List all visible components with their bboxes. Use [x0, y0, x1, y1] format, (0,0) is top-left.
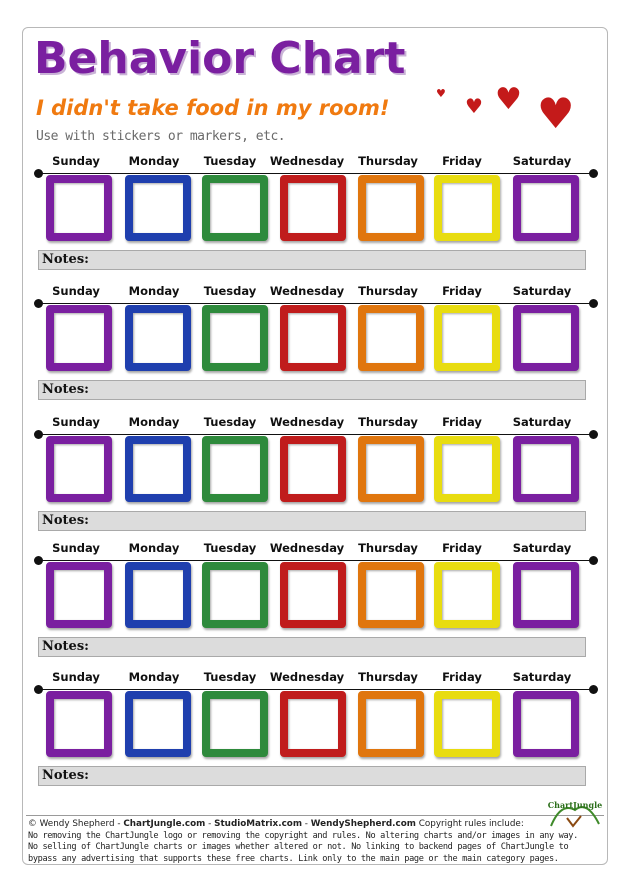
sticker-box[interactable]	[46, 691, 112, 757]
sticker-box[interactable]	[358, 562, 424, 628]
instructions-text: Use with stickers or markers, etc.	[36, 129, 286, 144]
day-label: Sunday	[52, 154, 100, 168]
heart-icon: ♥	[465, 94, 483, 118]
day-label: Thursday	[358, 670, 418, 684]
sticker-box[interactable]	[513, 691, 579, 757]
sticker-box[interactable]	[434, 305, 500, 371]
credit-chartjungle-link[interactable]: ChartJungle.com	[123, 819, 206, 829]
sticker-box[interactable]	[434, 691, 500, 757]
string-end-dot	[589, 430, 598, 439]
string-end-dot	[34, 430, 43, 439]
day-label: Monday	[128, 670, 180, 684]
day-label: Saturday	[512, 541, 572, 555]
week-row	[34, 542, 600, 652]
sticker-box[interactable]	[280, 562, 346, 628]
notes-field[interactable]	[38, 250, 586, 270]
sticker-box[interactable]	[125, 562, 191, 628]
notes-field[interactable]	[38, 380, 586, 400]
sticker-box[interactable]	[513, 305, 579, 371]
sticker-box[interactable]	[280, 436, 346, 502]
heart-icon: ♥	[436, 87, 446, 100]
week-row	[34, 671, 600, 781]
sticker-box[interactable]	[46, 305, 112, 371]
day-label: Sunday	[52, 670, 100, 684]
sticker-box[interactable]	[358, 175, 424, 241]
string-end-dot	[589, 169, 598, 178]
sticker-box[interactable]	[513, 436, 579, 502]
string-line	[38, 303, 596, 304]
sticker-box[interactable]	[513, 175, 579, 241]
sticker-box[interactable]	[202, 175, 268, 241]
day-label: Friday	[442, 541, 482, 555]
string-end-dot	[34, 169, 43, 178]
day-label: Tuesday	[203, 541, 257, 555]
day-label: Saturday	[512, 154, 572, 168]
week-row	[34, 155, 600, 265]
day-label: Tuesday	[203, 284, 257, 298]
notes-label: Notes:	[42, 252, 89, 267]
string-line	[38, 689, 596, 690]
copyright-credit	[28, 819, 524, 829]
credit-rules-intro: Copyright rules include:	[415, 819, 524, 829]
sticker-box[interactable]	[434, 562, 500, 628]
string-line	[38, 434, 596, 435]
day-label: Thursday	[358, 415, 418, 429]
day-label: Tuesday	[203, 670, 257, 684]
day-label: Friday	[442, 284, 482, 298]
footer-divider	[26, 815, 604, 816]
credit-wendyshepherd-link[interactable]: WendyShepherd.com	[310, 819, 416, 829]
day-label: Friday	[442, 415, 482, 429]
day-label: Saturday	[512, 284, 572, 298]
notes-field[interactable]	[38, 511, 586, 531]
sticker-box[interactable]	[46, 436, 112, 502]
week-row	[34, 285, 600, 395]
string-end-dot	[34, 556, 43, 565]
sticker-box[interactable]	[125, 175, 191, 241]
day-label: Sunday	[52, 415, 100, 429]
rules-line: bypass any advertising that supports these free charts. Link only to the main page or the main category pages.	[28, 853, 559, 864]
day-label: Friday	[442, 154, 482, 168]
day-label: Saturday	[512, 670, 572, 684]
notes-label: Notes:	[42, 639, 89, 654]
sticker-box[interactable]	[280, 691, 346, 757]
credit-separator: -	[205, 819, 215, 829]
string-end-dot	[589, 299, 598, 308]
day-label: Thursday	[358, 541, 418, 555]
sticker-box[interactable]	[202, 691, 268, 757]
day-label: Sunday	[52, 284, 100, 298]
sticker-box[interactable]	[358, 691, 424, 757]
sticker-box[interactable]	[202, 436, 268, 502]
day-label: Wednesday	[269, 284, 345, 298]
notes-label: Notes:	[42, 513, 89, 528]
credit-separator: -	[302, 819, 311, 829]
credit-studiomatrix-link[interactable]: StudioMatrix.com	[214, 819, 302, 829]
notes-label: Notes:	[42, 382, 89, 397]
svg-text:ChartJungle: ChartJungle	[547, 800, 603, 810]
credit-author: © Wendy Shepherd -	[28, 819, 124, 829]
chartjungle-logo	[547, 796, 603, 832]
day-label: Wednesday	[269, 415, 345, 429]
day-label: Wednesday	[269, 154, 345, 168]
sticker-box[interactable]	[358, 305, 424, 371]
day-label: Tuesday	[203, 415, 257, 429]
page-title: Behavior Chart	[34, 33, 406, 84]
day-label: Tuesday	[203, 154, 257, 168]
heart-icon: ♥	[537, 89, 575, 138]
string-end-dot	[589, 556, 598, 565]
notes-field[interactable]	[38, 766, 586, 786]
week-row	[34, 416, 600, 526]
rules-line: No selling of ChartJungle charts or images whether altered or not. No linking to backend pages of ChartJungle to	[28, 842, 569, 853]
notes-field[interactable]	[38, 637, 586, 657]
day-label: Monday	[128, 154, 180, 168]
rules-line: No removing the ChartJungle logo or removing the copyright and rules. No altering charts and/or images in any way.	[28, 831, 578, 841]
sticker-box[interactable]	[125, 436, 191, 502]
string-end-dot	[34, 299, 43, 308]
string-line	[38, 560, 596, 561]
string-end-dot	[34, 685, 43, 694]
chart-subtitle: I didn't take food in my room!	[36, 96, 390, 120]
sticker-box[interactable]	[434, 436, 500, 502]
day-label: Friday	[442, 670, 482, 684]
sticker-box[interactable]	[125, 305, 191, 371]
day-label: Thursday	[358, 154, 418, 168]
sticker-box[interactable]	[280, 175, 346, 241]
notes-label: Notes:	[42, 768, 89, 783]
sticker-box[interactable]	[46, 175, 112, 241]
sticker-box[interactable]	[358, 436, 424, 502]
day-label: Saturday	[512, 415, 572, 429]
sticker-box[interactable]	[46, 562, 112, 628]
day-label: Wednesday	[269, 670, 345, 684]
string-line	[38, 173, 596, 174]
sticker-box[interactable]	[202, 305, 268, 371]
sticker-box[interactable]	[202, 562, 268, 628]
sticker-box[interactable]	[280, 305, 346, 371]
copyright-rules	[28, 831, 608, 865]
day-label: Monday	[128, 284, 180, 298]
sticker-box[interactable]	[513, 562, 579, 628]
sticker-box[interactable]	[125, 691, 191, 757]
day-label: Wednesday	[269, 541, 345, 555]
day-label: Monday	[128, 415, 180, 429]
day-label: Monday	[128, 541, 180, 555]
string-end-dot	[589, 685, 598, 694]
day-label: Sunday	[52, 541, 100, 555]
day-label: Thursday	[358, 284, 418, 298]
sticker-box[interactable]	[434, 175, 500, 241]
heart-icon: ♥	[495, 82, 522, 117]
